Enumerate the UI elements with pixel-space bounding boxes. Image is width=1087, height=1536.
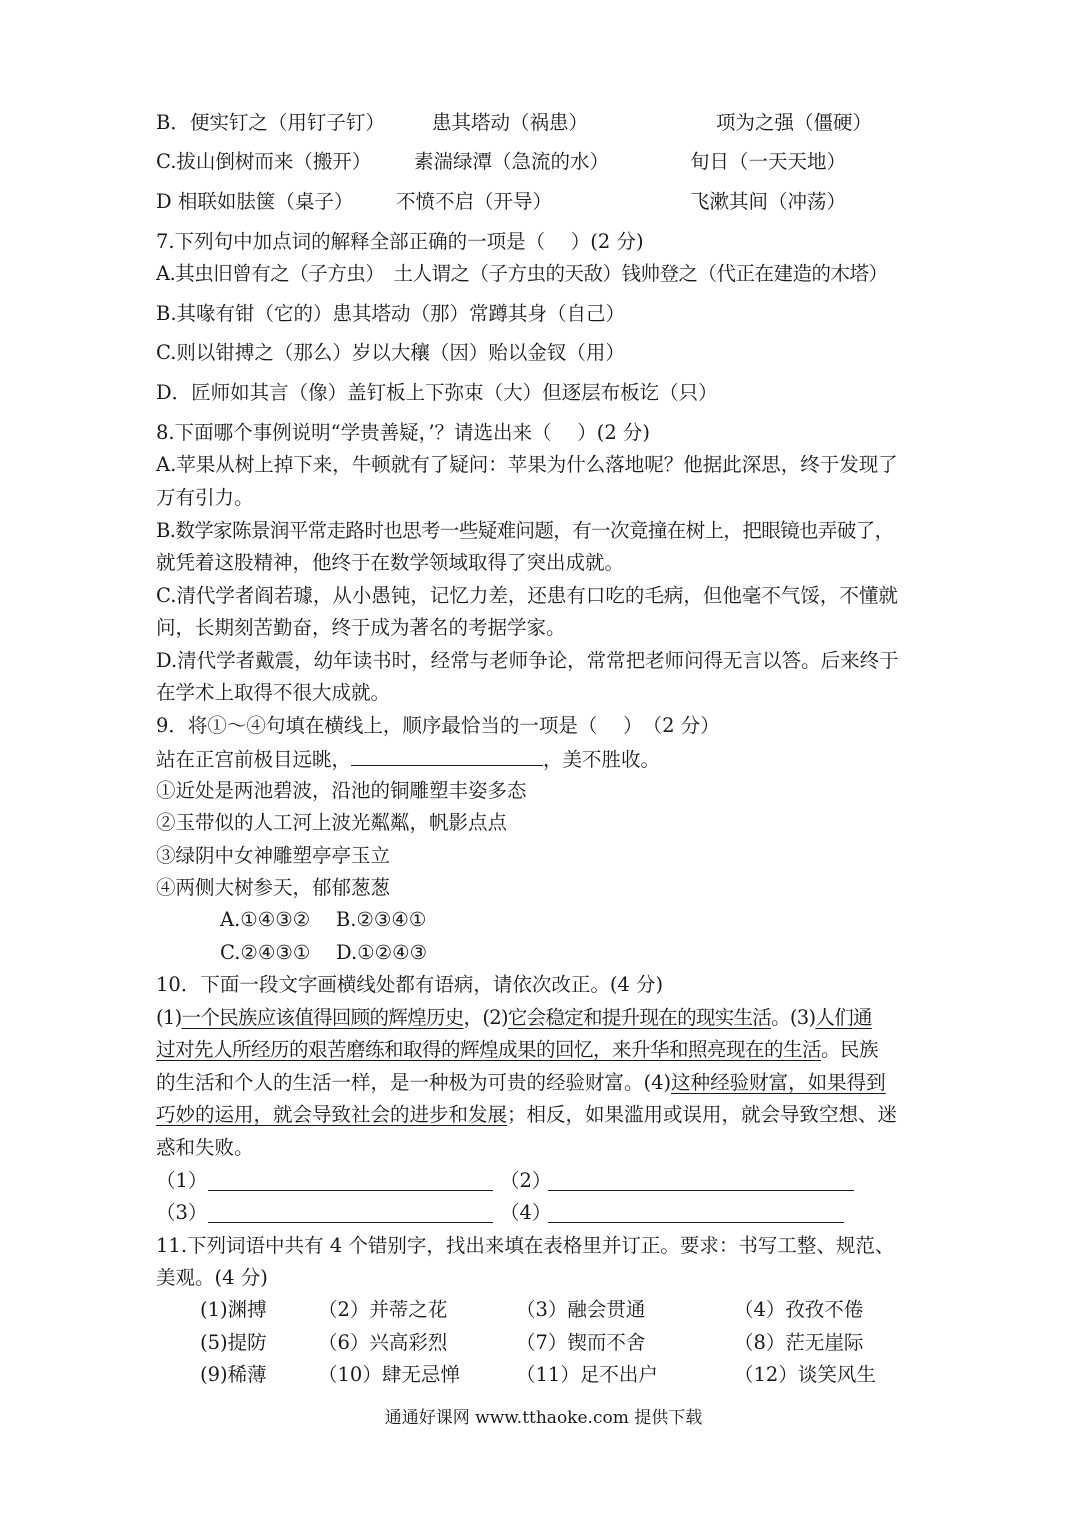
- q6-c-item-1: C.拔山倒树而来（搬开）: [156, 150, 372, 173]
- q6-d-item-2: 不愤不启（开导）: [396, 190, 553, 213]
- q10-marker-1: (1): [156, 1006, 182, 1029]
- q6-c-item-3: 旬日（一天天地）: [690, 150, 847, 173]
- q6-b-item-2: 患其塔动（祸患）: [432, 111, 589, 134]
- q11-word-10: （10）肆无忌惮: [318, 1363, 460, 1386]
- q8-option-d-line2: 在学术上取得不很大成就。: [156, 681, 391, 704]
- q10-answer-label-1: （1）: [156, 1169, 208, 1192]
- q10-error-3-cont: 过对先人所经历的艰苦磨练和取得的辉煌成果的回忆，来升华和照亮现在的生活: [156, 1038, 822, 1061]
- q11-word-3: （3）融会贯通: [516, 1298, 646, 1321]
- q10-passage-line3-text: 的生活和个人的生活一样，是一种极为可贵的经验财富。(4): [156, 1071, 672, 1094]
- q8-option-a-line2: 万有引力。: [156, 486, 254, 509]
- q10-answer-label-2: （2）: [500, 1169, 552, 1192]
- q10-passage-line2-rest: 。民族: [821, 1038, 879, 1061]
- q10-answer-label-3: （3）: [156, 1201, 208, 1224]
- q10-passage-line2: [156, 1037, 976, 1063]
- q9-options-ab: A.①④③② B.②③④①: [220, 908, 427, 931]
- q6-b-item-3: 项为之强（僵硬）: [716, 111, 873, 134]
- q9-sentence-after: ，美不胜收。: [543, 748, 661, 771]
- q9-stem: 9．将①～④句填在横线上，顺序最恰当的一项是（ ） （2 分）: [156, 714, 720, 737]
- q11-word-6: （6）兴高彩烈: [318, 1331, 448, 1354]
- q7-option-c: C.则以钳搏之（那么）岁以大穰（因）贻以金钗（用）: [156, 341, 625, 364]
- q10-answer-blank-3[interactable]: [208, 1202, 493, 1223]
- q6-d-item-1: D 相联如胠箧（桌子）: [156, 190, 354, 213]
- q10-passage-line4: [156, 1102, 976, 1128]
- q10-passage-line5: 惑和失败。: [156, 1136, 254, 1159]
- q10-error-4-start: 这种经验财富，如果得到: [671, 1071, 886, 1094]
- q8-option-a-line1: A.苹果从树上掉下来，牛顿就有了疑问：苹果为什么落地呢？他据此深思，终于发现了: [156, 453, 898, 476]
- q8-option-b-line2: 就凭着这股精神，他终于在数学领域取得了突出成就。: [156, 551, 625, 574]
- q7-stem: 7.下列句中加点词的解释全部正确的一项是（ ）(2 分): [156, 230, 644, 253]
- q6-b-item-1: B．便实钉之（用钉子钉）: [156, 111, 385, 134]
- q11-stem-line1: 11.下列词语中共有 4 个错别字，找出来填在表格里并订正。要求：书写工整、规范、: [156, 1234, 895, 1257]
- q10-answer-blank-1[interactable]: [208, 1170, 493, 1191]
- q8-stem: 8.下面哪个事例说明“学贵善疑，’？请选出来（ ）(2 分): [156, 421, 651, 444]
- q8-option-c-line2: 问，长期刻苦勤奋，终于成为著名的考据学家。: [156, 616, 566, 639]
- q11-word-12: （12）谈笑风生: [734, 1363, 876, 1386]
- q7-option-b: B.其喙有钳（它的）患其塔动（那）常蹲其身（自己）: [156, 302, 626, 325]
- q8-option-b-line1: B.数学家陈景润平常走路时也思考一些疑难问题，有一次竟撞在树上，把眼镜也弄破了，: [156, 519, 894, 542]
- q11-word-11: （11）足不出户: [516, 1363, 658, 1386]
- q9-sentence-1: ①近处是两池碧波，沿池的铜雕塑丰姿多态: [156, 779, 527, 802]
- q10-error-1: 一个民族应该值得回顾的辉煌历史: [181, 1006, 464, 1029]
- q10-marker-3: 。(3): [771, 1006, 816, 1029]
- q11-word-7: （7）锲而不舍: [516, 1331, 646, 1354]
- q11-word-4: （4）孜孜不倦: [734, 1298, 864, 1321]
- q10-error-3-start: 人们通: [815, 1006, 872, 1029]
- q9-sentence-3: ③绿阴中女神雕塑亭亭玉立: [156, 844, 391, 867]
- q7-option-a: A.其虫旧曾有之（子方虫） 土人谓之（子方虫的天敌）钱帅登之（代正在建造的木塔）: [156, 262, 888, 285]
- q10-error-2: 它会稳定和提升现在的现实生活: [507, 1006, 772, 1029]
- q11-word-2: （2）并蒂之花: [318, 1298, 448, 1321]
- q10-passage-line4-rest: ；相反，如果滥用或误用，就会导致空想、迷: [507, 1103, 898, 1126]
- q8-option-c-line1: C.清代学者阎若璩，从小愚钝，记忆力差，还患有口吃的毛病，但他毫不气馁，不懂就: [156, 584, 898, 607]
- q9-sentence-2: ②玉带似的人工河上波光粼粼，帆影点点: [156, 811, 508, 834]
- q10-answer-label-4: （4）: [500, 1201, 552, 1224]
- q7-option-d: D．匠师如其言（像）盖钉板上下弥束（大）但逐层布板讫（只）: [156, 381, 718, 404]
- q6-c-item-2: 素湍绿潭（急流的水）: [414, 150, 610, 173]
- q9-options-cd: C.②④③① D.①②④③: [220, 941, 428, 964]
- q11-word-9: (9)稀薄: [200, 1363, 267, 1386]
- q11-word-1: (1)渊搏: [200, 1298, 267, 1321]
- q11-word-8: （8）茫无崖际: [734, 1331, 864, 1354]
- q10-answer-blank-2[interactable]: [548, 1170, 854, 1191]
- q8-option-d-line1: D.清代学者戴震，幼年读书时，经常与老师争论，常常把老师问得无言以答。后来终于: [156, 649, 899, 672]
- q9-answer-blank[interactable]: [351, 745, 543, 766]
- page-footer: 通通好课网 www.tthaoke.com 提供下载: [384, 1408, 703, 1428]
- q10-answer-blank-4[interactable]: [548, 1202, 844, 1223]
- q9-sentence-before: 站在正宫前极目远眺，: [156, 748, 352, 771]
- q9-sentence: [156, 745, 976, 773]
- q10-passage-line1: [156, 1005, 976, 1031]
- q9-sentence-4: ④两侧大树参天，郁郁葱葱: [156, 876, 391, 899]
- q10-marker-2: ，(2): [463, 1006, 508, 1029]
- q11-stem-line2: 美观。(4 分): [156, 1266, 268, 1289]
- q10-stem: 10．下面一段文字画横线处都有语病，请依次改正。(4 分): [156, 973, 664, 996]
- q11-word-5: (5)提防: [200, 1331, 267, 1354]
- q10-passage-line3: [156, 1070, 976, 1096]
- q6-d-item-3: 飞漱其间（冲荡）: [690, 190, 847, 213]
- q10-error-4-cont: 巧妙的运用，就会导致社会的进步和发展: [156, 1103, 508, 1126]
